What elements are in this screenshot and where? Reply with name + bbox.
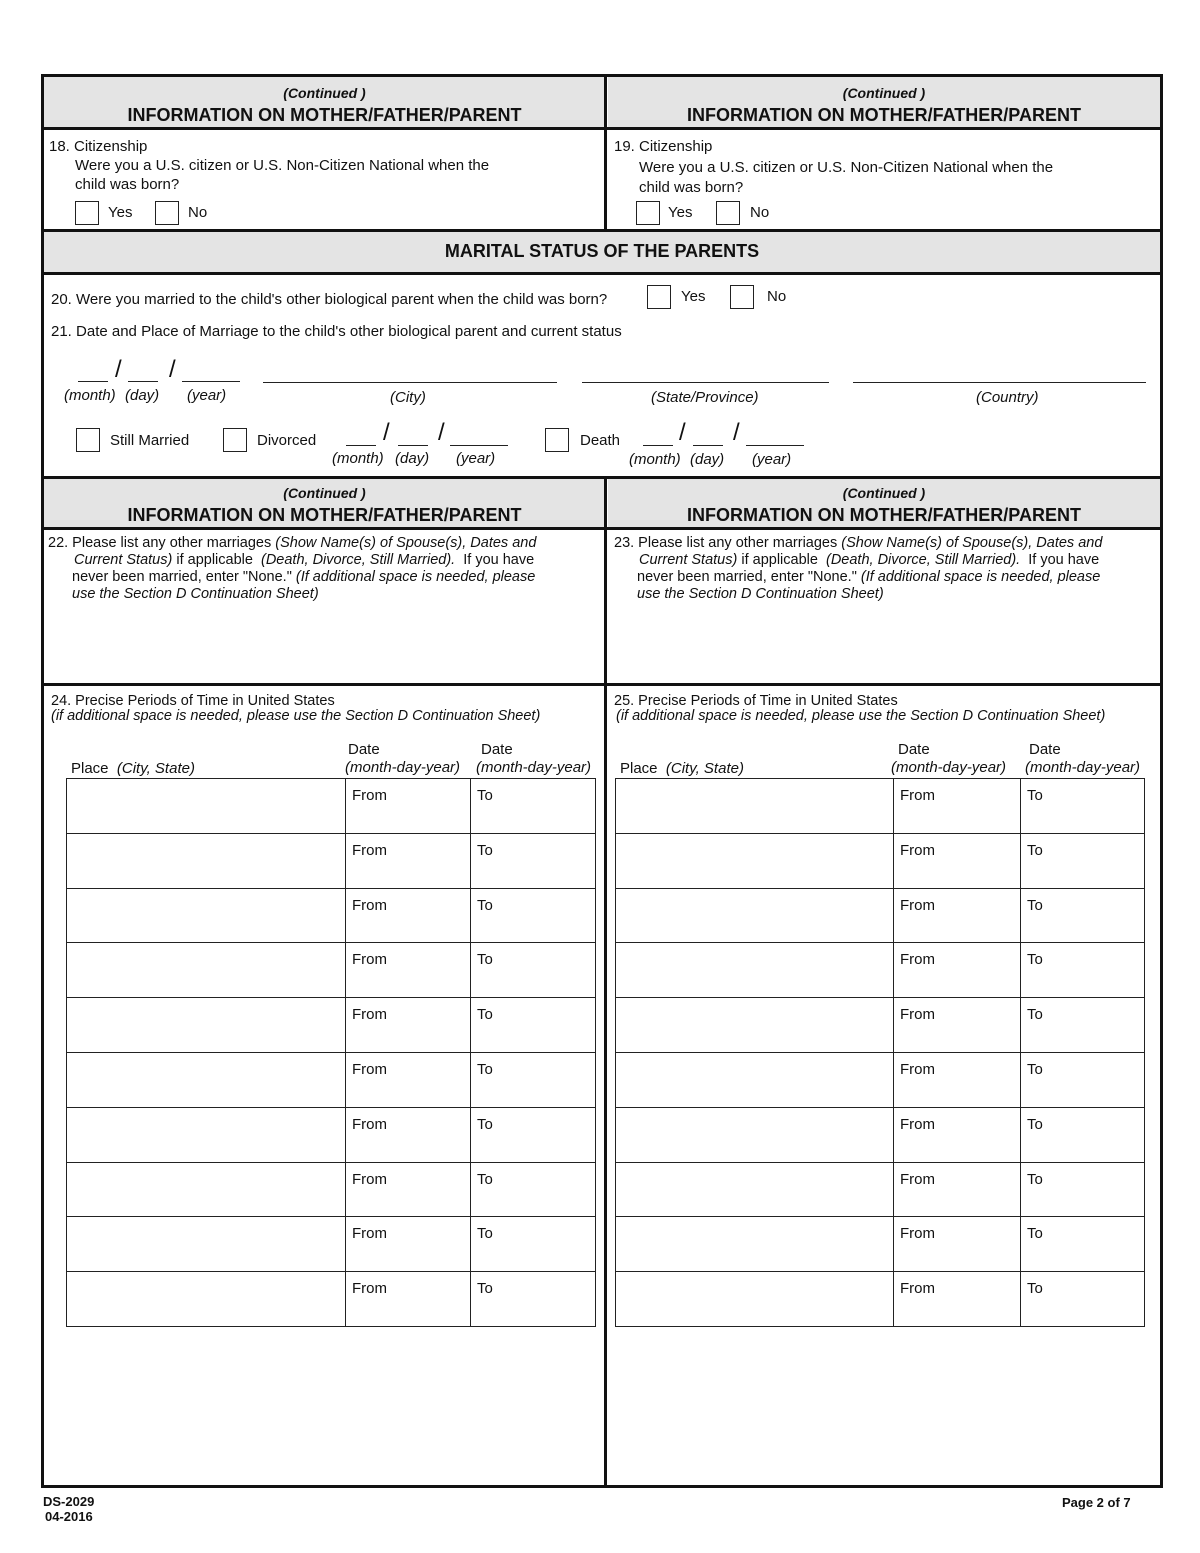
death-year-field[interactable] bbox=[746, 445, 804, 446]
country-hint: (Country) bbox=[976, 389, 1039, 406]
death-month-field[interactable] bbox=[643, 445, 673, 446]
from-label: From bbox=[352, 1170, 387, 1188]
to-cell[interactable] bbox=[471, 888, 596, 943]
place-header: Place (City, State) bbox=[71, 760, 195, 777]
place-cell[interactable] bbox=[67, 1272, 346, 1327]
date-header: Date bbox=[898, 741, 930, 758]
to-cell[interactable] bbox=[1021, 888, 1145, 943]
from-cell[interactable] bbox=[346, 943, 471, 998]
day-hint: (day) bbox=[395, 450, 430, 467]
from-label: From bbox=[900, 1006, 935, 1024]
divorce-day-field[interactable] bbox=[398, 445, 428, 446]
to-label: To bbox=[477, 1225, 493, 1243]
to-label: To bbox=[477, 787, 493, 804]
column-divider bbox=[604, 77, 607, 229]
q23-text: 23. Please list any other marriages (Show Name(s) of Spouse(s), Dates and Current Status) if applicable (Death, Divorce, Still Married). If you have never been married, enter "None." (If additional space is needed, please use the Section D Continuation Sheet) bbox=[614, 535, 1103, 602]
table-row bbox=[616, 1217, 1145, 1272]
from-label: From bbox=[352, 1006, 387, 1024]
month-hint: (month) bbox=[332, 450, 384, 467]
place-cell[interactable] bbox=[616, 1217, 894, 1272]
from-label: From bbox=[352, 951, 387, 969]
to-cell[interactable] bbox=[471, 833, 596, 888]
place-cell[interactable] bbox=[67, 888, 346, 943]
table-row bbox=[616, 998, 1145, 1053]
place-cell[interactable] bbox=[67, 943, 346, 998]
from-label: From bbox=[352, 1115, 387, 1133]
from-cell[interactable] bbox=[894, 779, 1021, 834]
continued-label: (Continued ) bbox=[283, 485, 366, 501]
from-label: From bbox=[900, 1060, 935, 1078]
table-row bbox=[616, 888, 1145, 943]
place-cell[interactable] bbox=[616, 1272, 894, 1327]
day-hint: (day) bbox=[690, 451, 725, 468]
from-cell[interactable] bbox=[894, 1217, 1021, 1272]
from-label: From bbox=[900, 1170, 935, 1188]
header-band-right bbox=[608, 479, 1160, 527]
table-row bbox=[616, 943, 1145, 998]
place-header: Place (City, State) bbox=[620, 760, 744, 777]
table-row bbox=[67, 1107, 596, 1162]
to-cell[interactable] bbox=[471, 1107, 596, 1162]
to-cell[interactable] bbox=[471, 1162, 596, 1217]
from-label: From bbox=[900, 1115, 935, 1133]
from-cell[interactable] bbox=[346, 1107, 471, 1162]
to-label: To bbox=[1027, 1060, 1043, 1078]
to-label: To bbox=[1027, 1115, 1043, 1133]
date-format-hint: (month-day-year) bbox=[891, 759, 1007, 776]
marriage-city-field[interactable] bbox=[263, 382, 557, 383]
to-label: To bbox=[477, 1280, 493, 1298]
from-cell[interactable] bbox=[894, 943, 1021, 998]
from-label: From bbox=[352, 787, 387, 804]
divorced-checkbox[interactable] bbox=[223, 428, 247, 452]
table-row bbox=[67, 998, 596, 1053]
place-cell[interactable] bbox=[67, 998, 346, 1053]
q18-question: Were you a U.S. citizen or U.S. Non-Citizen National when the bbox=[75, 157, 490, 174]
to-cell[interactable] bbox=[1021, 943, 1145, 998]
table-row bbox=[616, 1162, 1145, 1217]
month-hint: (month) bbox=[629, 451, 681, 468]
place-cell[interactable] bbox=[616, 998, 894, 1053]
marital-status-title: MARITAL STATUS OF THE PARENTS bbox=[444, 241, 760, 261]
from-label: From bbox=[900, 896, 935, 914]
table-row bbox=[67, 1162, 596, 1217]
from-label: From bbox=[900, 1280, 935, 1298]
section-title: INFORMATION ON MOTHER/FATHER/PARENT bbox=[127, 505, 522, 525]
to-cell[interactable] bbox=[471, 943, 596, 998]
from-cell[interactable] bbox=[346, 1052, 471, 1107]
from-cell[interactable] bbox=[346, 779, 471, 834]
date-separator: / bbox=[438, 419, 445, 446]
form-number: DS-2029 bbox=[43, 1494, 95, 1509]
from-cell[interactable] bbox=[346, 1162, 471, 1217]
marriage-country-field[interactable] bbox=[853, 382, 1146, 383]
place-cell[interactable] bbox=[67, 833, 346, 888]
date-separator: / bbox=[733, 419, 740, 446]
to-label: To bbox=[477, 1006, 493, 1024]
continued-label: (Continued ) bbox=[842, 85, 926, 101]
date-separator: / bbox=[383, 419, 390, 446]
city-hint: (City) bbox=[390, 389, 426, 406]
divider bbox=[44, 272, 1160, 275]
date-header: Date bbox=[1029, 741, 1061, 758]
from-cell[interactable] bbox=[346, 888, 471, 943]
from-label: From bbox=[900, 787, 935, 804]
place-cell[interactable] bbox=[616, 833, 894, 888]
q19-no-label: No bbox=[750, 204, 770, 221]
q24-title: 24. Precise Periods of Time in United States bbox=[51, 693, 335, 709]
place-cell[interactable] bbox=[616, 1162, 894, 1217]
q18-question-cont: child was born? bbox=[75, 176, 180, 193]
to-label: To bbox=[477, 896, 493, 914]
state-hint: (State/Province) bbox=[651, 389, 759, 406]
q24-note: (if additional space is needed, please use the Section D Continuation Sheet) bbox=[51, 708, 541, 724]
to-label: To bbox=[1027, 1006, 1043, 1024]
to-label: To bbox=[1027, 1280, 1043, 1298]
header-band-left bbox=[44, 479, 605, 527]
q18-yes-label: Yes bbox=[108, 204, 133, 221]
q18-label: 18. Citizenship bbox=[49, 138, 148, 155]
marriage-month-field[interactable] bbox=[78, 381, 108, 382]
q18-yes-checkbox[interactable] bbox=[75, 201, 99, 225]
q19-yes-checkbox[interactable] bbox=[636, 201, 660, 225]
place-cell[interactable] bbox=[67, 1052, 346, 1107]
to-label: To bbox=[1027, 1225, 1043, 1243]
to-cell[interactable] bbox=[471, 1217, 596, 1272]
marriage-state-field[interactable] bbox=[582, 382, 829, 383]
from-cell[interactable] bbox=[894, 888, 1021, 943]
table-row bbox=[67, 833, 596, 888]
year-hint: (year) bbox=[456, 450, 496, 467]
divider bbox=[44, 527, 1160, 530]
page-number: Page 2 of 7 bbox=[1062, 1495, 1131, 1510]
marriage-year-field[interactable] bbox=[182, 381, 240, 382]
marital-status-band bbox=[44, 232, 1160, 272]
from-cell[interactable] bbox=[894, 1272, 1021, 1327]
table-row bbox=[616, 1107, 1145, 1162]
from-label: From bbox=[352, 896, 387, 914]
date-separator: / bbox=[679, 419, 686, 446]
header-band-right bbox=[608, 77, 1160, 127]
date-format-hint: (month-day-year) bbox=[345, 759, 461, 776]
q19-yes-label: Yes bbox=[668, 204, 693, 221]
to-label: To bbox=[1027, 787, 1043, 804]
place-cell[interactable] bbox=[67, 779, 346, 834]
from-cell[interactable] bbox=[894, 833, 1021, 888]
divider bbox=[44, 683, 1160, 686]
death-label: Death bbox=[580, 432, 621, 449]
from-cell[interactable] bbox=[346, 833, 471, 888]
q20-yes-checkbox[interactable] bbox=[647, 285, 671, 309]
date-separator: / bbox=[169, 356, 176, 383]
date-header: Date bbox=[348, 741, 380, 758]
to-cell[interactable] bbox=[471, 1272, 596, 1327]
section-title: INFORMATION ON MOTHER/FATHER/PARENT bbox=[687, 505, 1081, 525]
q18-no-checkbox[interactable] bbox=[155, 201, 179, 225]
to-label: To bbox=[477, 1170, 493, 1188]
q19-question-cont: child was born? bbox=[639, 179, 744, 196]
table-row bbox=[67, 779, 596, 834]
q22-text: 22. Please list any other marriages (Show Name(s) of Spouse(s), Dates and Current Status) if applicable (Death, Divorce, Still Married). If you have never been married, enter "None." (If additional space is needed, please use the Section D Continuation Sheet) bbox=[48, 535, 537, 602]
to-cell[interactable] bbox=[1021, 1052, 1145, 1107]
from-label: From bbox=[352, 841, 387, 859]
q25-title: 25. Precise Periods of Time in United States bbox=[614, 693, 898, 709]
to-label: To bbox=[477, 951, 493, 969]
from-cell[interactable] bbox=[346, 998, 471, 1053]
place-cell[interactable] bbox=[67, 1107, 346, 1162]
place-cell[interactable] bbox=[67, 1217, 346, 1272]
to-label: To bbox=[477, 1115, 493, 1133]
q25-note: (if additional space is needed, please use the Section D Continuation Sheet) bbox=[616, 708, 1106, 724]
from-label: From bbox=[900, 841, 935, 859]
from-cell[interactable] bbox=[894, 998, 1021, 1053]
to-label: To bbox=[1027, 1170, 1043, 1188]
from-cell[interactable] bbox=[894, 1052, 1021, 1107]
table-row bbox=[616, 1052, 1145, 1107]
divider bbox=[44, 127, 1160, 130]
to-cell[interactable] bbox=[1021, 779, 1145, 834]
header-band-left bbox=[44, 77, 605, 127]
date-format-hint: (month-day-year) bbox=[476, 759, 592, 776]
q19-no-checkbox[interactable] bbox=[716, 201, 740, 225]
divorce-year-field[interactable] bbox=[450, 445, 508, 446]
to-label: To bbox=[477, 841, 493, 859]
day-hint: (day) bbox=[125, 387, 160, 404]
from-label: From bbox=[352, 1060, 387, 1078]
continued-label: (Continued ) bbox=[283, 85, 366, 101]
place-cell[interactable] bbox=[616, 1052, 894, 1107]
table-row bbox=[616, 1272, 1145, 1327]
marriage-day-field[interactable] bbox=[128, 381, 158, 382]
date-header: Date bbox=[481, 741, 513, 758]
to-label: To bbox=[1027, 841, 1043, 859]
q21-question: 21. Date and Place of Marriage to the child's other biological parent and current status bbox=[51, 323, 622, 340]
from-cell[interactable] bbox=[346, 1272, 471, 1327]
table-row bbox=[67, 1217, 596, 1272]
continued-label: (Continued ) bbox=[842, 485, 926, 501]
still-married-checkbox[interactable] bbox=[76, 428, 100, 452]
divorced-label: Divorced bbox=[257, 432, 317, 449]
q20-question: 20. Were you married to the child's other biological parent when the child was born? bbox=[51, 291, 608, 308]
column-divider bbox=[604, 476, 607, 1485]
form-date: 04-2016 bbox=[45, 1509, 93, 1524]
from-cell[interactable] bbox=[894, 1107, 1021, 1162]
to-cell[interactable] bbox=[1021, 1107, 1145, 1162]
from-label: From bbox=[352, 1280, 387, 1298]
death-checkbox[interactable] bbox=[545, 428, 569, 452]
to-cell[interactable] bbox=[471, 998, 596, 1053]
section-title: INFORMATION ON MOTHER/FATHER/PARENT bbox=[127, 105, 522, 125]
date-format-hint: (month-day-year) bbox=[1025, 759, 1141, 776]
to-cell[interactable] bbox=[1021, 833, 1145, 888]
from-label: From bbox=[900, 1225, 935, 1243]
to-label: To bbox=[1027, 951, 1043, 969]
q20-no-checkbox[interactable] bbox=[730, 285, 754, 309]
q18-no-label: No bbox=[188, 204, 208, 221]
from-label: From bbox=[352, 1225, 387, 1243]
to-label: To bbox=[1027, 896, 1043, 914]
q19-label: 19. Citizenship bbox=[614, 138, 713, 155]
year-hint: (year) bbox=[752, 451, 792, 468]
table-row bbox=[67, 1272, 596, 1327]
still-married-label: Still Married bbox=[110, 432, 190, 449]
place-cell[interactable] bbox=[616, 943, 894, 998]
to-label: To bbox=[477, 1060, 493, 1078]
place-cell[interactable] bbox=[616, 888, 894, 943]
divorce-month-field[interactable] bbox=[346, 445, 376, 446]
from-label: From bbox=[900, 951, 935, 969]
q19-question: Were you a U.S. citizen or U.S. Non-Citizen National when the bbox=[639, 159, 1054, 176]
to-cell[interactable] bbox=[1021, 1272, 1145, 1327]
periods-table-right bbox=[615, 778, 1145, 1327]
table-row bbox=[67, 1052, 596, 1107]
death-day-field[interactable] bbox=[693, 445, 723, 446]
to-cell[interactable] bbox=[1021, 1217, 1145, 1272]
q20-yes-label: Yes bbox=[681, 288, 706, 305]
year-hint: (year) bbox=[187, 387, 227, 404]
periods-table-left bbox=[66, 778, 596, 1327]
from-cell[interactable] bbox=[346, 1217, 471, 1272]
month-hint: (month) bbox=[64, 387, 116, 404]
date-separator: / bbox=[115, 356, 122, 383]
to-cell[interactable] bbox=[471, 779, 596, 834]
place-cell[interactable] bbox=[616, 779, 894, 834]
section-title: INFORMATION ON MOTHER/FATHER/PARENT bbox=[687, 105, 1081, 125]
from-cell[interactable] bbox=[894, 1162, 1021, 1217]
table-row bbox=[616, 833, 1145, 888]
table-row bbox=[67, 943, 596, 998]
place-cell[interactable] bbox=[616, 1107, 894, 1162]
to-cell[interactable] bbox=[1021, 998, 1145, 1053]
q20-no-label: No bbox=[767, 288, 787, 305]
table-row bbox=[67, 888, 596, 943]
table-row bbox=[616, 779, 1145, 834]
to-cell[interactable] bbox=[1021, 1162, 1145, 1217]
to-cell[interactable] bbox=[471, 1052, 596, 1107]
place-cell[interactable] bbox=[67, 1162, 346, 1217]
